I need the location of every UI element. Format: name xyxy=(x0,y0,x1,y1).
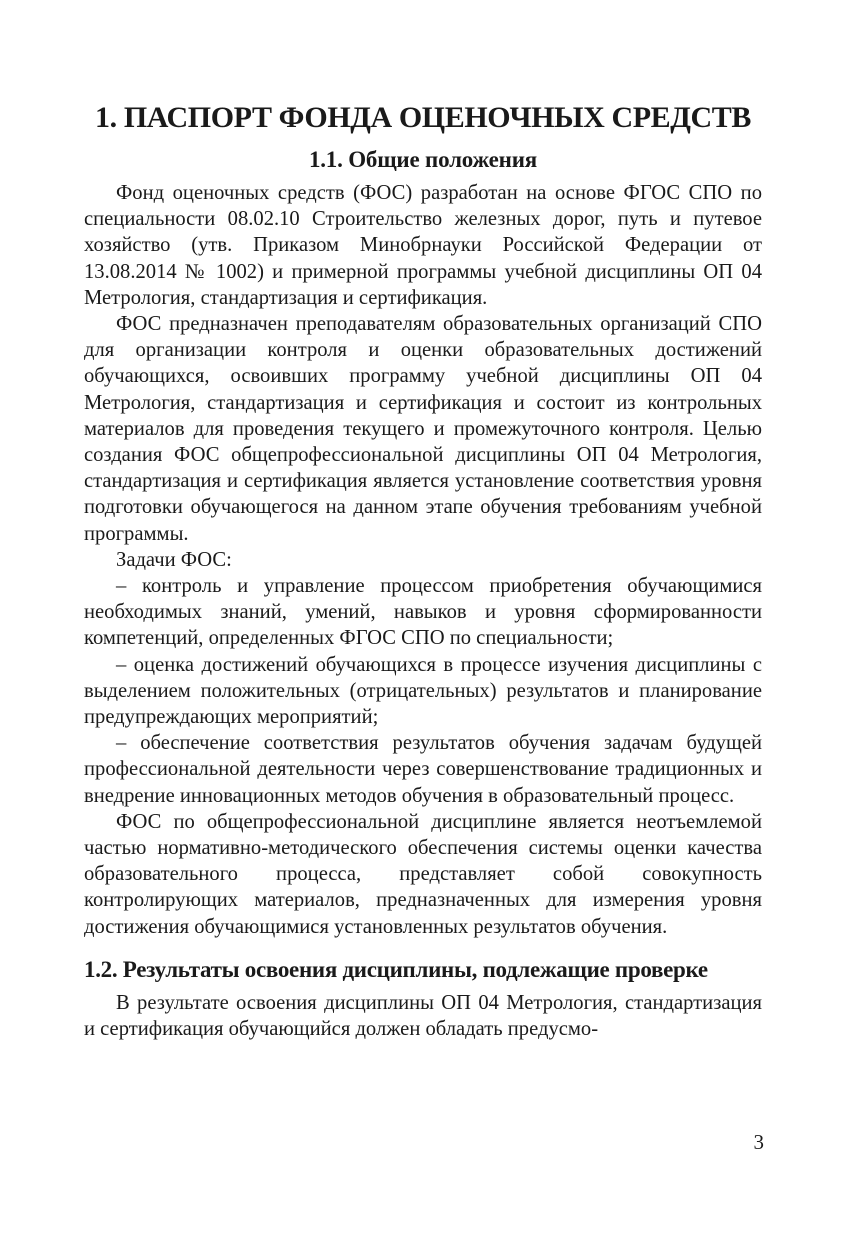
section-1-1-heading: 1.1. Общие положения xyxy=(308,147,538,172)
page-content xyxy=(84,96,762,1042)
paragraph-results-intro: В результате освоения дисциплины ОП 04 Метрология, стандартизация и сертификация обучающийся должен обладать предусмо- xyxy=(84,991,762,1041)
paragraph-tasks-intro: Задачи ФОС: xyxy=(116,548,232,571)
paragraph-fos-purpose: ФОС предназначен преподавателям образовательных организаций СПО для организации контроля и оценки образовательных достижений обучающихся, освоивших программу учебной дисциплины ОП 04 Метрология, стандартизация и сертификация и состоит из контрольных материалов для проведения текущего и промежуточного контроля. Целью создания ФОС общепрофессиональной дисциплины ОП 04 Метрология, стандартизация и сертификация является установление соответствия уровня подготовки обучающегося на данном этапе обучения требованиям учебной программы. xyxy=(84,313,762,545)
paragraph-fos-basis: Фонд оценочных средств (ФОС) разработан на основе ФГОС СПО по специальности 08.02.10 Строительство железных дорог, путь и путевое хозяйство (утв. Приказом Минобрнауки Российской Федерации от 13.08.2014 № 1002) и примерной программы учебной дисциплины ОП 04 Метрология, стандартизация и сертификация. xyxy=(84,182,762,309)
list-item-task-alignment: – обеспечение соответствия результатов обучения задачам будущей профессиональной деятельности через совершенствование традиционных и внедрение инновационных методов обучения в образовательный процесс. xyxy=(84,732,762,807)
document-title: 1. ПАСПОРТ ФОНДА ОЦЕНОЧНЫХ СРЕДСТВ xyxy=(95,101,751,134)
page-number: 3 xyxy=(753,1130,764,1154)
list-item-task-assessment: – оценка достижений обучающихся в процессе изучения дисциплины с выделением положительных (отрицательных) результатов и планирование предупреждающих мероприятий; xyxy=(84,653,762,729)
list-item-task-control: – контроль и управление процессом приобретения обучающимися необходимых знаний, умений, навыков и уровня сформированности компетенций, определенных ФГОС СПО по специальности; xyxy=(84,575,762,650)
section-1-2-heading: 1.2. Результаты освоения дисциплины, подлежащие проверке xyxy=(84,956,708,982)
paragraph-fos-role: ФОС по общепрофессиональной дисциплине является неотъемлемой частью нормативно-методического обеспечения системы оценки качества образовательного процесса, представляет собой совокупность контролирующих материалов, предназначенных для измерения уровня достижения обучающимися установленных результатов обучения. xyxy=(84,810,762,938)
